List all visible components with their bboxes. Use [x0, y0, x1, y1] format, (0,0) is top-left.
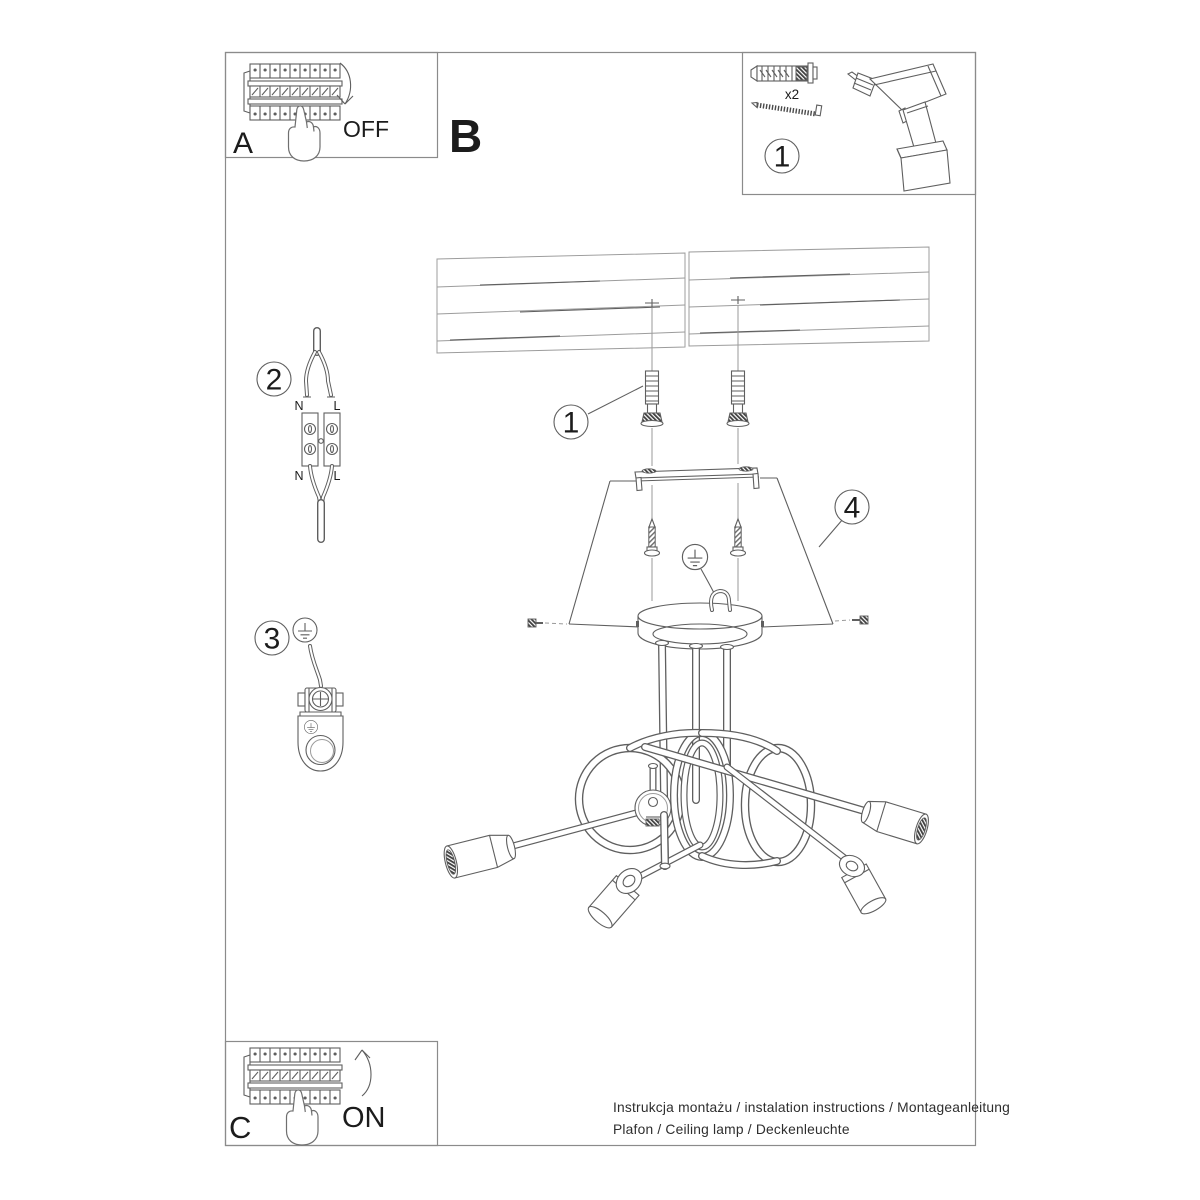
mounting-bracket-tab-icon	[298, 712, 343, 771]
step1-number: 1	[562, 406, 580, 440]
wire-label-l-bottom: L	[333, 469, 341, 483]
wire-label-n-top: N	[294, 399, 304, 413]
step2-number: 2	[265, 363, 283, 397]
ground-symbol-main-icon	[682, 544, 707, 569]
panel-c-label: C	[229, 1110, 252, 1145]
panel-a-label: A	[233, 127, 254, 160]
ground-terminal-icon	[298, 688, 343, 713]
toolbox-step-number: 1	[773, 140, 791, 174]
anchor-quantity-label: x2	[784, 87, 800, 102]
panel-a-action-label: OFF	[343, 116, 389, 142]
circuit-breaker-icon	[244, 1048, 342, 1104]
wall-anchor-icon	[751, 63, 817, 83]
wire-label-n-bottom: N	[294, 469, 304, 483]
panel-b-label: B	[449, 110, 483, 162]
step3-number: 3	[263, 622, 281, 656]
step4-number: 4	[843, 491, 861, 525]
panel-c-action-label: ON	[342, 1102, 386, 1134]
ground-symbol-icon	[293, 618, 317, 642]
circuit-breaker-icon	[244, 64, 342, 120]
wire-label-l-top: L	[333, 399, 341, 413]
footer-line2: Plafon / Ceiling lamp / Deckenleuchte	[613, 1122, 850, 1137]
footer-line1: Instrukcja montażu / instalation instructions / Montageanleitung	[613, 1100, 1011, 1115]
